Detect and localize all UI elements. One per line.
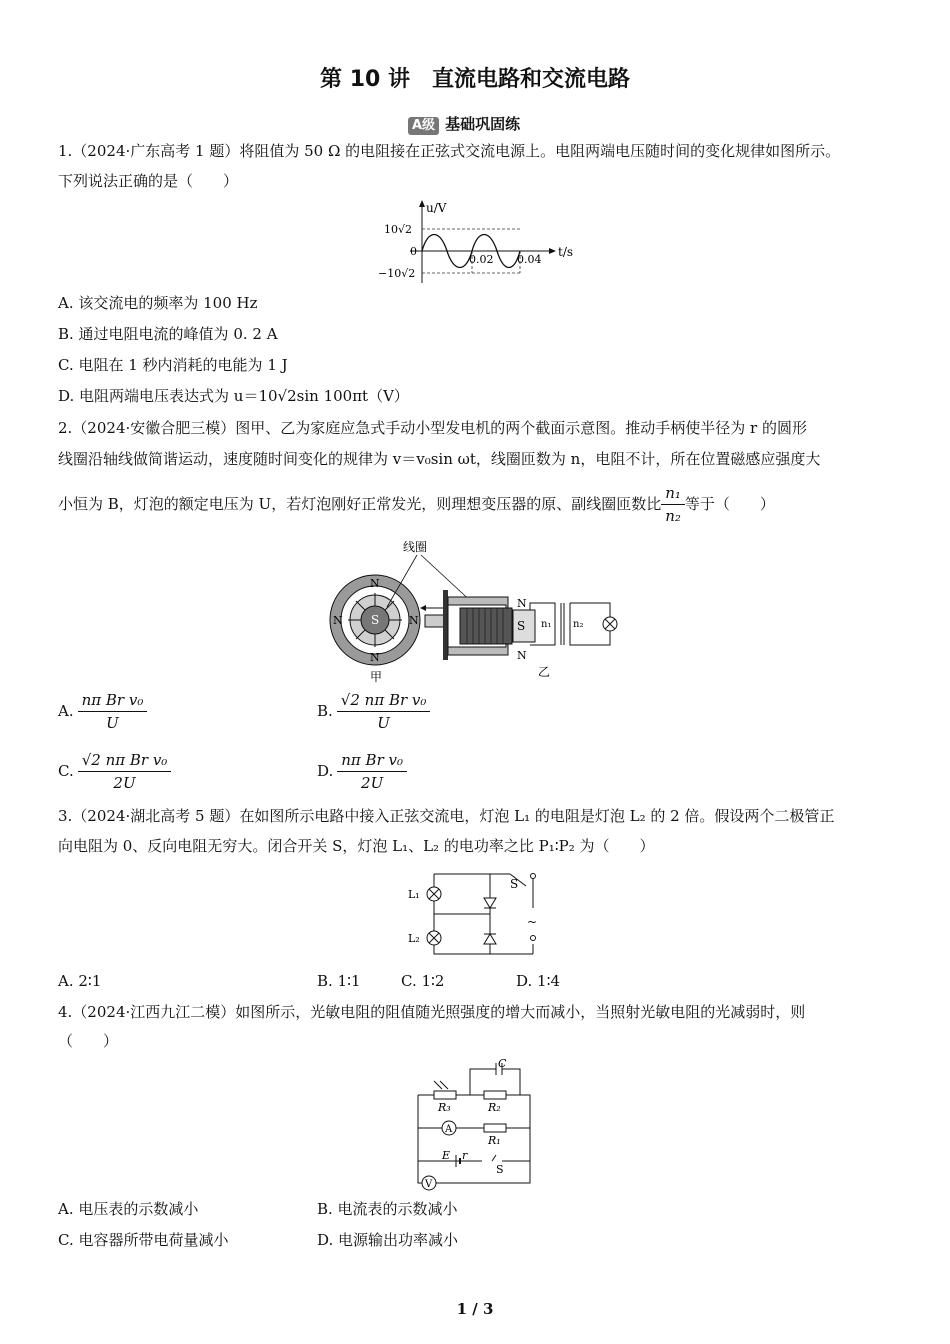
q2-option-d-letter: D. bbox=[317, 762, 334, 780]
q2-pole-n-top: N bbox=[370, 577, 380, 590]
q1-sine-graph bbox=[370, 198, 580, 286]
q3-stem-line2: 向电阻为 0、反向电阻无穷大。闭合开关 S，灯泡 L₁、L₂ 的电功率之比 P₁∶P₂ 为（ ） bbox=[58, 837, 655, 855]
q2-n1-label: n₁ bbox=[541, 619, 552, 630]
q3-option-d: D. 1∶4 bbox=[516, 972, 561, 990]
q4-stem-line2: （ ） bbox=[58, 1032, 119, 1050]
q1-option-d: D. 电阻两端电压表达式为 u＝10√2sin 100πt（V） bbox=[58, 387, 409, 405]
q4-r-label: r bbox=[462, 1149, 468, 1162]
q2-pole-n-left: N bbox=[333, 614, 343, 627]
q2-option-a-letter: A. bbox=[58, 702, 74, 720]
q2-coil-label: 线圈 bbox=[403, 540, 428, 554]
q3-diode-circuit bbox=[400, 864, 550, 964]
q4-photoresistor-circuit bbox=[410, 1055, 540, 1195]
q2-option-a bbox=[58, 688, 147, 734]
q2-option-d-den: 2U bbox=[361, 773, 384, 792]
q3-l2-label: L₂ bbox=[408, 932, 420, 945]
level-badge: A级 bbox=[408, 117, 439, 135]
q2-pole-s-center: S bbox=[371, 613, 380, 627]
q1-stem-line1: 1.（2024·广东高考 1 题）将阻值为 50 Ω 的电阻接在正弦式交流电源上。电阻两端电压随时间的变化规律如图所示。 bbox=[58, 142, 841, 160]
q4-option-d: D. 电源输出功率减小 bbox=[317, 1231, 459, 1249]
q2-option-d-num: nπ Br v₀ bbox=[337, 749, 407, 772]
q1-option-b: B. 通过电阻电流的峰值为 0. 2 A bbox=[58, 325, 278, 343]
q3-l1-label: L₁ bbox=[408, 888, 420, 901]
q2-generator-diagram bbox=[325, 535, 625, 685]
q2-ratio-fraction bbox=[661, 482, 685, 527]
q2-option-c bbox=[58, 748, 171, 794]
q1-y-max-label: 10√2 bbox=[384, 223, 413, 236]
q3-option-b: B. 1∶1 bbox=[317, 972, 361, 990]
q4-e-label: E bbox=[442, 1149, 451, 1162]
q4-ammeter-label: A bbox=[445, 1124, 453, 1135]
q2-option-c-fraction bbox=[78, 749, 172, 794]
q2-pole-n-side-bottom: N bbox=[517, 649, 527, 662]
q2-option-d bbox=[317, 748, 407, 794]
q2-label-yi: 乙 bbox=[538, 665, 551, 679]
q2-pole-n-right: N bbox=[409, 614, 419, 627]
q2-pole-n-bottom: N bbox=[370, 651, 380, 664]
q4-c-label: C bbox=[498, 1057, 507, 1070]
q2-pole-s-side: S bbox=[517, 619, 526, 633]
q2-stem-line3 bbox=[58, 480, 775, 528]
q2-option-c-letter: C. bbox=[58, 762, 74, 780]
q2-stem-line3-pre: 小恒为 B，灯泡的额定电压为 U，若灯泡刚好正常发光，则理想变压器的原、副线圈匝数比 bbox=[58, 495, 662, 513]
page-title: 第 10 讲 直流电路和交流电路 bbox=[320, 67, 630, 92]
q1-option-c: C. 电阻在 1 秒内消耗的电能为 1 J bbox=[58, 356, 288, 374]
q2-option-b-letter: B. bbox=[317, 702, 333, 720]
q1-stem-line2: 下列说法正确的是（ ） bbox=[58, 172, 239, 190]
q4-r3-label: R₃ bbox=[438, 1101, 451, 1114]
q3-option-c: C. 1∶2 bbox=[401, 972, 445, 990]
q2-ratio-den: n₂ bbox=[665, 506, 681, 525]
q2-option-a-num: nπ Br v₀ bbox=[78, 689, 148, 712]
q4-option-c: C. 电容器所带电荷量减小 bbox=[58, 1231, 229, 1249]
q2-stem-line3-post: 等于（ ） bbox=[684, 495, 775, 513]
level-heading bbox=[408, 113, 520, 135]
q2-ratio-num: n₁ bbox=[661, 482, 685, 505]
q4-option-a: A. 电压表的示数减小 bbox=[58, 1200, 199, 1218]
q3-stem-line1: 3.（2024·湖北高考 5 题）在如图所示电路中接入正弦交流电，灯泡 L₁ 的电阻是灯泡 L₂ 的 2 倍。假设两个二极管正 bbox=[58, 807, 835, 825]
q2-option-a-den: U bbox=[106, 713, 119, 732]
q2-option-d-fraction bbox=[337, 749, 407, 794]
q2-option-b-fraction bbox=[337, 689, 431, 734]
q1-origin-label: 0 bbox=[410, 245, 417, 258]
q2-option-a-fraction bbox=[78, 689, 148, 734]
q2-option-b-den: U bbox=[377, 713, 390, 732]
q1-y-axis-label: u/V bbox=[426, 201, 447, 215]
q3-switch-label: S bbox=[510, 877, 519, 891]
q2-option-b-num: √2 nπ Br v₀ bbox=[337, 689, 431, 712]
q2-option-c-num: √2 nπ Br v₀ bbox=[78, 749, 172, 772]
q2-option-b bbox=[317, 688, 430, 734]
level-label: 基础巩固练 bbox=[445, 115, 521, 133]
q2-stem-line2: 线圈沿轴线做简谐运动，速度随时间变化的规律为 v＝v₀sin ωt，线圈匝数为 n，电阻不计，所在位置磁感应强度大 bbox=[58, 450, 821, 468]
q4-r1-label: R₁ bbox=[488, 1134, 501, 1147]
q1-t1-label: 0.02 bbox=[469, 253, 494, 266]
q3-option-a: A. 2∶1 bbox=[58, 972, 102, 990]
q2-pole-n-side-top: N bbox=[517, 597, 527, 610]
q3-source-symbol: ~ bbox=[527, 915, 538, 929]
q2-option-c-den: 2U bbox=[113, 773, 136, 792]
q4-option-b: B. 电流表的示数减小 bbox=[317, 1200, 458, 1218]
page-number: 1 / 3 bbox=[456, 1300, 494, 1318]
q2-label-jia: 甲 bbox=[370, 670, 383, 684]
q4-s-label: S bbox=[496, 1163, 504, 1176]
q1-t2-label: 0.04 bbox=[517, 253, 542, 266]
q1-x-axis-label: t/s bbox=[558, 245, 574, 259]
q2-n2-label: n₂ bbox=[573, 619, 584, 630]
q1-y-min-label: −10√2 bbox=[378, 267, 416, 280]
q4-r2-label: R₂ bbox=[488, 1101, 501, 1114]
q4-voltmeter-label: V bbox=[425, 1179, 433, 1190]
q1-option-a: A. 该交流电的频率为 100 Hz bbox=[58, 294, 258, 312]
q4-stem-line1: 4.（2024·江西九江二模）如图所示，光敏电阻的阻值随光照强度的增大而减小，当照射光敏电阻的光减弱时，则 bbox=[58, 1003, 806, 1021]
q2-stem-line1: 2.（2024·安徽合肥三模）图甲、乙为家庭应急式手动小型发电机的两个截面示意图。推动手柄使半径为 r 的圆形 bbox=[58, 419, 807, 437]
